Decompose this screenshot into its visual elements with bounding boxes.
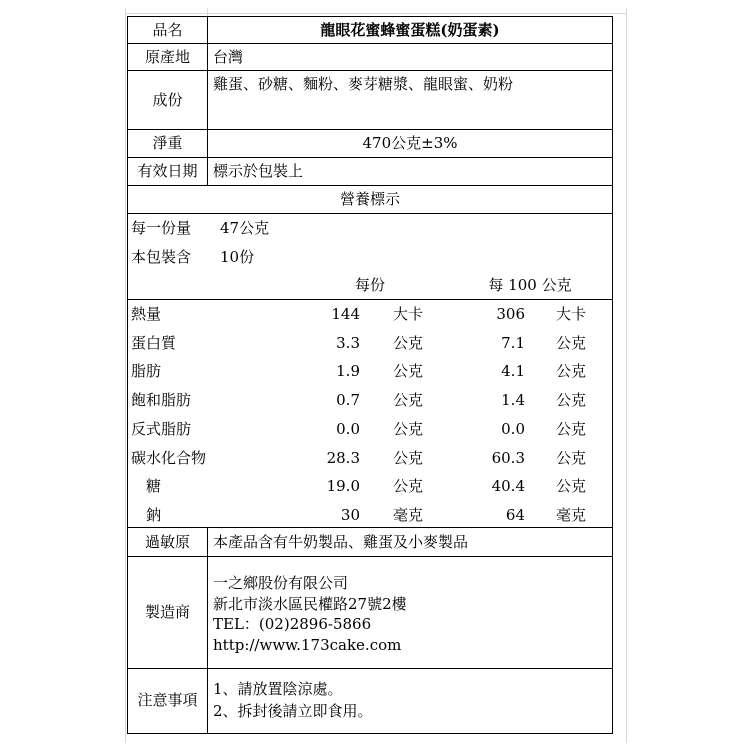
col-per-100g: 每 100 公克 (488, 276, 572, 294)
nutrient-per-100g: 64 (505, 506, 525, 524)
notes-label: 注意事項 (137, 691, 198, 709)
ingredients-value: 雞蛋、砂糖、麵粉、麥芽糖漿、龍眼蜜、奶粉 (213, 75, 514, 93)
nutrient-unit-100g: 公克 (556, 420, 587, 438)
nutrient-per-100g: 4.1 (501, 362, 525, 380)
manufacturer-label: 製造商 (144, 603, 190, 621)
nutrient-unit-serving: 公克 (393, 391, 424, 409)
expiry-label: 有效日期 (137, 162, 198, 180)
nutrient-unit-serving: 公克 (393, 449, 424, 467)
nutrient-name: 反式脂肪 (131, 420, 192, 438)
net-weight-label: 淨重 (152, 134, 183, 152)
manufacturer-name: 一之鄉股份有限公司 (213, 574, 349, 592)
product-name: 龍眼花蜜蜂蜜蛋糕(奶蛋素) (320, 21, 500, 39)
nutrient-unit-serving: 公克 (393, 420, 424, 438)
nutrient-name: 鈉 (146, 506, 162, 524)
nutrient-per-serving: 3.3 (336, 334, 360, 352)
nutrient-unit-serving: 公克 (393, 477, 424, 495)
servings-label: 本包裝含 (131, 248, 192, 266)
nutrient-per-serving: 28.3 (326, 449, 360, 467)
nutrient-per-100g: 60.3 (491, 449, 525, 467)
nutrient-name: 脂肪 (131, 362, 162, 380)
nutrient-unit-100g: 毫克 (556, 506, 587, 524)
nutrient-per-serving: 19.0 (326, 477, 360, 495)
nutrient-unit-serving: 公克 (393, 334, 424, 352)
nutrient-unit-100g: 公克 (556, 477, 587, 495)
nutrient-per-serving: 30 (340, 506, 360, 524)
nutrient-unit-100g: 公克 (556, 334, 587, 352)
allergen-value: 本產品含有牛奶製品、雞蛋及小麥製品 (213, 533, 469, 551)
nutrient-unit-100g: 大卡 (556, 305, 587, 323)
nutrition-title: 營養標示 (339, 190, 400, 208)
note-line-2: 2、拆封後請立即食用。 (213, 702, 373, 720)
manufacturer-website: http://www.173cake.com (213, 636, 402, 654)
manufacturer-address: 新北市淡水區民權路27號2樓 (213, 595, 407, 613)
product-name-label: 品名 (152, 21, 183, 39)
expiry-value: 標示於包裝上 (213, 162, 304, 180)
nutrient-per-100g: 40.4 (491, 477, 525, 495)
nutrient-unit-serving: 毫克 (393, 506, 424, 524)
manufacturer-phone: TEL：(02)2896-5866 (213, 615, 372, 633)
nutrient-unit-serving: 公克 (393, 362, 424, 380)
nutrient-unit-100g: 公克 (556, 362, 587, 380)
nutrient-per-serving: 144 (331, 305, 360, 323)
serving-size-value: 47公克 (220, 219, 270, 237)
nutrient-per-serving: 1.9 (336, 362, 360, 380)
nutrient-per-100g: 1.4 (501, 391, 525, 409)
nutrient-per-100g: 306 (496, 305, 525, 323)
nutrient-name: 蛋白質 (131, 334, 177, 352)
net-weight-value: 470公克±3% (362, 134, 458, 152)
col-per-serving: 每份 (354, 276, 385, 294)
allergen-label: 過敏原 (144, 533, 190, 551)
nutrient-per-serving: 0.0 (336, 420, 360, 438)
nutrient-unit-100g: 公克 (556, 449, 587, 467)
servings-value: 10份 (220, 248, 255, 266)
nutrient-unit-serving: 大卡 (393, 305, 424, 323)
nutrient-per-serving: 0.7 (336, 391, 360, 409)
nutrient-name: 飽和脂肪 (131, 391, 192, 409)
nutrient-name: 碳水化合物 (131, 449, 207, 467)
origin-value: 台灣 (213, 48, 244, 66)
serving-size-label: 每一份量 (131, 219, 192, 237)
nutrient-name: 糖 (146, 477, 162, 495)
note-line-1: 1、請放置陰涼處。 (213, 680, 343, 698)
ingredients-label: 成份 (152, 91, 183, 109)
nutrient-unit-100g: 公克 (556, 391, 587, 409)
nutrient-per-100g: 7.1 (501, 334, 525, 352)
nutrient-name: 熱量 (131, 305, 162, 323)
origin-label: 原產地 (144, 48, 190, 66)
nutrient-per-100g: 0.0 (501, 420, 525, 438)
